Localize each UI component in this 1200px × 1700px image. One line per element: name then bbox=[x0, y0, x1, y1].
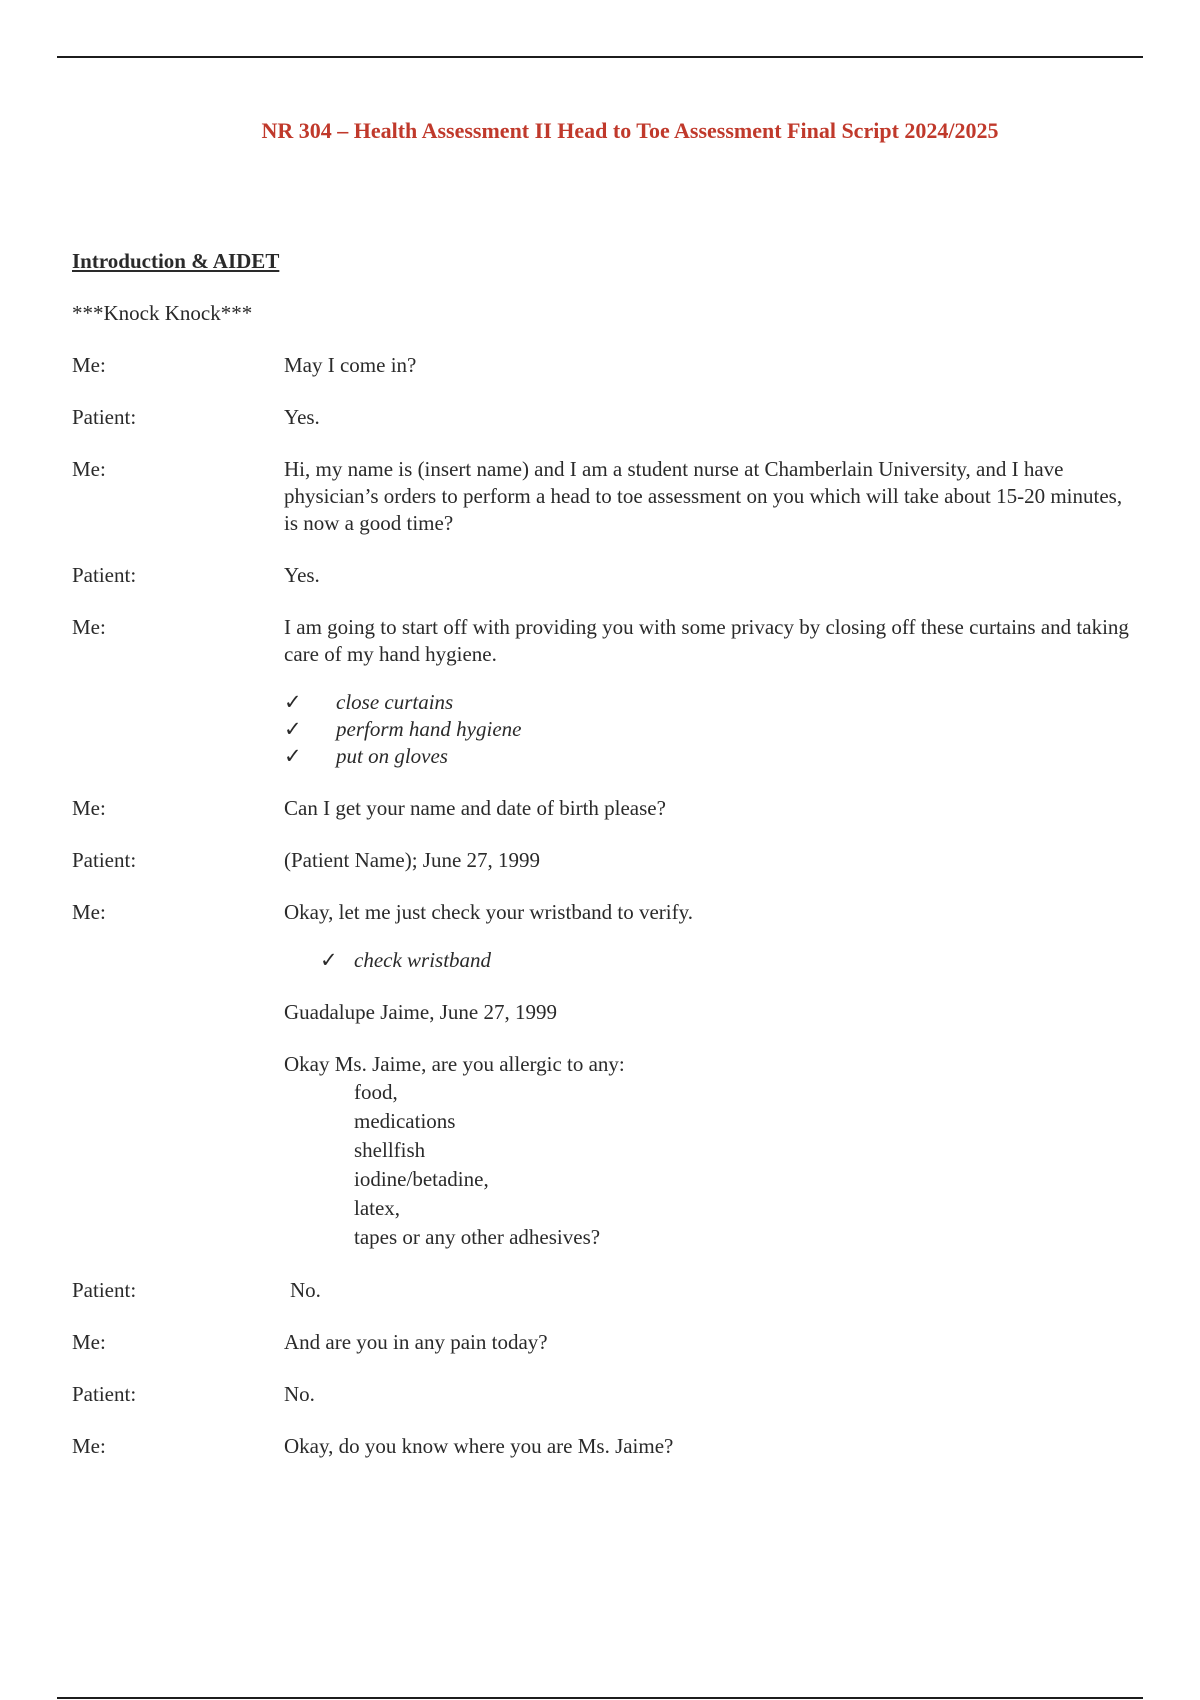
speaker-label: Me: bbox=[72, 615, 106, 639]
dialogue-text: I am going to start off with providing you with some privacy by closing off these curtains and taking care of my hand hygiene. bbox=[284, 615, 1129, 666]
speaker-label: Me: bbox=[72, 796, 106, 820]
dialogue-text: Can I get your name and date of birth please? bbox=[284, 796, 666, 820]
document-title: NR 304 – Health Assessment II Head to Toe Assessment Final Script 2024/2025 bbox=[261, 118, 999, 143]
speaker-label: Me: bbox=[72, 900, 106, 924]
allergy-item: tapes or any other adhesives? bbox=[354, 1225, 601, 1249]
checklist-item-label: perform hand hygiene bbox=[336, 717, 522, 741]
dialogue-row bbox=[72, 1381, 1132, 1408]
knock-line: ***Knock Knock*** bbox=[72, 301, 253, 325]
speaker-label: Me: bbox=[72, 1434, 106, 1458]
checklist-item-label: put on gloves bbox=[336, 744, 448, 768]
document-body bbox=[72, 248, 1132, 1485]
dialogue-row bbox=[72, 404, 1132, 431]
checklist-item-label: close curtains bbox=[336, 690, 454, 714]
dialogue-row bbox=[72, 562, 1132, 589]
speaker-label: Me: bbox=[72, 457, 106, 481]
allergy-item: food, bbox=[354, 1080, 398, 1104]
allergy-item: medications bbox=[354, 1109, 456, 1133]
speaker-label: Patient: bbox=[72, 1382, 137, 1406]
dialogue-text: Okay, do you know where you are Ms. Jaime? bbox=[284, 1434, 674, 1458]
speaker-label: Patient: bbox=[72, 405, 137, 429]
dialogue-text: Yes. bbox=[284, 563, 320, 587]
allergy-question: Okay Ms. Jaime, are you allergic to any: bbox=[284, 1052, 625, 1076]
top-rule bbox=[57, 56, 1143, 58]
checkmark-icon: ✓ bbox=[284, 717, 302, 741]
dialogue-row bbox=[72, 456, 1132, 537]
bottom-rule bbox=[57, 1697, 1143, 1699]
dialogue-text: Hi, my name is (insert name) and I am a student nurse at Chamberlain University, and I have physician’s orders to perform a head to toe assessment on you which will take about 15-20 minutes, is now a good time? bbox=[284, 457, 1123, 535]
allergy-block bbox=[284, 1051, 1132, 1252]
dialogue-row bbox=[72, 1329, 1132, 1356]
checklist-item bbox=[284, 689, 1132, 716]
dialogue-text: Yes. bbox=[284, 405, 320, 429]
checklist bbox=[284, 689, 1132, 770]
checklist-item bbox=[284, 743, 1132, 770]
dialogue-text: May I come in? bbox=[284, 353, 417, 377]
dialogue-text: Okay, let me just check your wristband to verify. bbox=[284, 900, 693, 924]
checklist-item bbox=[320, 947, 1132, 974]
checkmark-icon: ✓ bbox=[320, 948, 338, 972]
dialogue-row bbox=[72, 899, 1132, 926]
allergy-list bbox=[354, 1078, 1132, 1252]
speaker-label: Me: bbox=[72, 1330, 106, 1354]
speaker-label: Me: bbox=[72, 353, 106, 377]
speaker-label: Patient: bbox=[72, 563, 137, 587]
dialogue-text: (Patient Name); June 27, 1999 bbox=[284, 848, 541, 872]
dialogue-row bbox=[72, 847, 1132, 874]
dialogue-row bbox=[72, 1277, 1132, 1304]
dialogue-row bbox=[72, 614, 1132, 668]
checklist bbox=[284, 947, 1132, 974]
allergy-item: iodine/betadine, bbox=[354, 1167, 489, 1191]
section-heading: Introduction & AIDET bbox=[72, 249, 280, 273]
checkmark-icon: ✓ bbox=[284, 690, 302, 714]
checklist-item-label: check wristband bbox=[354, 948, 492, 972]
speaker-label: Patient: bbox=[72, 1278, 137, 1302]
checklist-item bbox=[284, 716, 1132, 743]
dialogue-row bbox=[72, 352, 1132, 379]
dialogue-text: And are you in any pain today? bbox=[284, 1330, 548, 1354]
checkmark-icon: ✓ bbox=[284, 744, 302, 768]
allergy-item: shellfish bbox=[354, 1138, 426, 1162]
allergy-item: latex, bbox=[354, 1196, 401, 1220]
dialogue-row bbox=[72, 1433, 1132, 1460]
wristband-text: Guadalupe Jaime, June 27, 1999 bbox=[284, 1000, 557, 1024]
dialogue-text: No. bbox=[290, 1278, 321, 1302]
speaker-label: Patient: bbox=[72, 848, 137, 872]
dialogue-row bbox=[72, 795, 1132, 822]
dialogue-text: No. bbox=[284, 1382, 315, 1406]
